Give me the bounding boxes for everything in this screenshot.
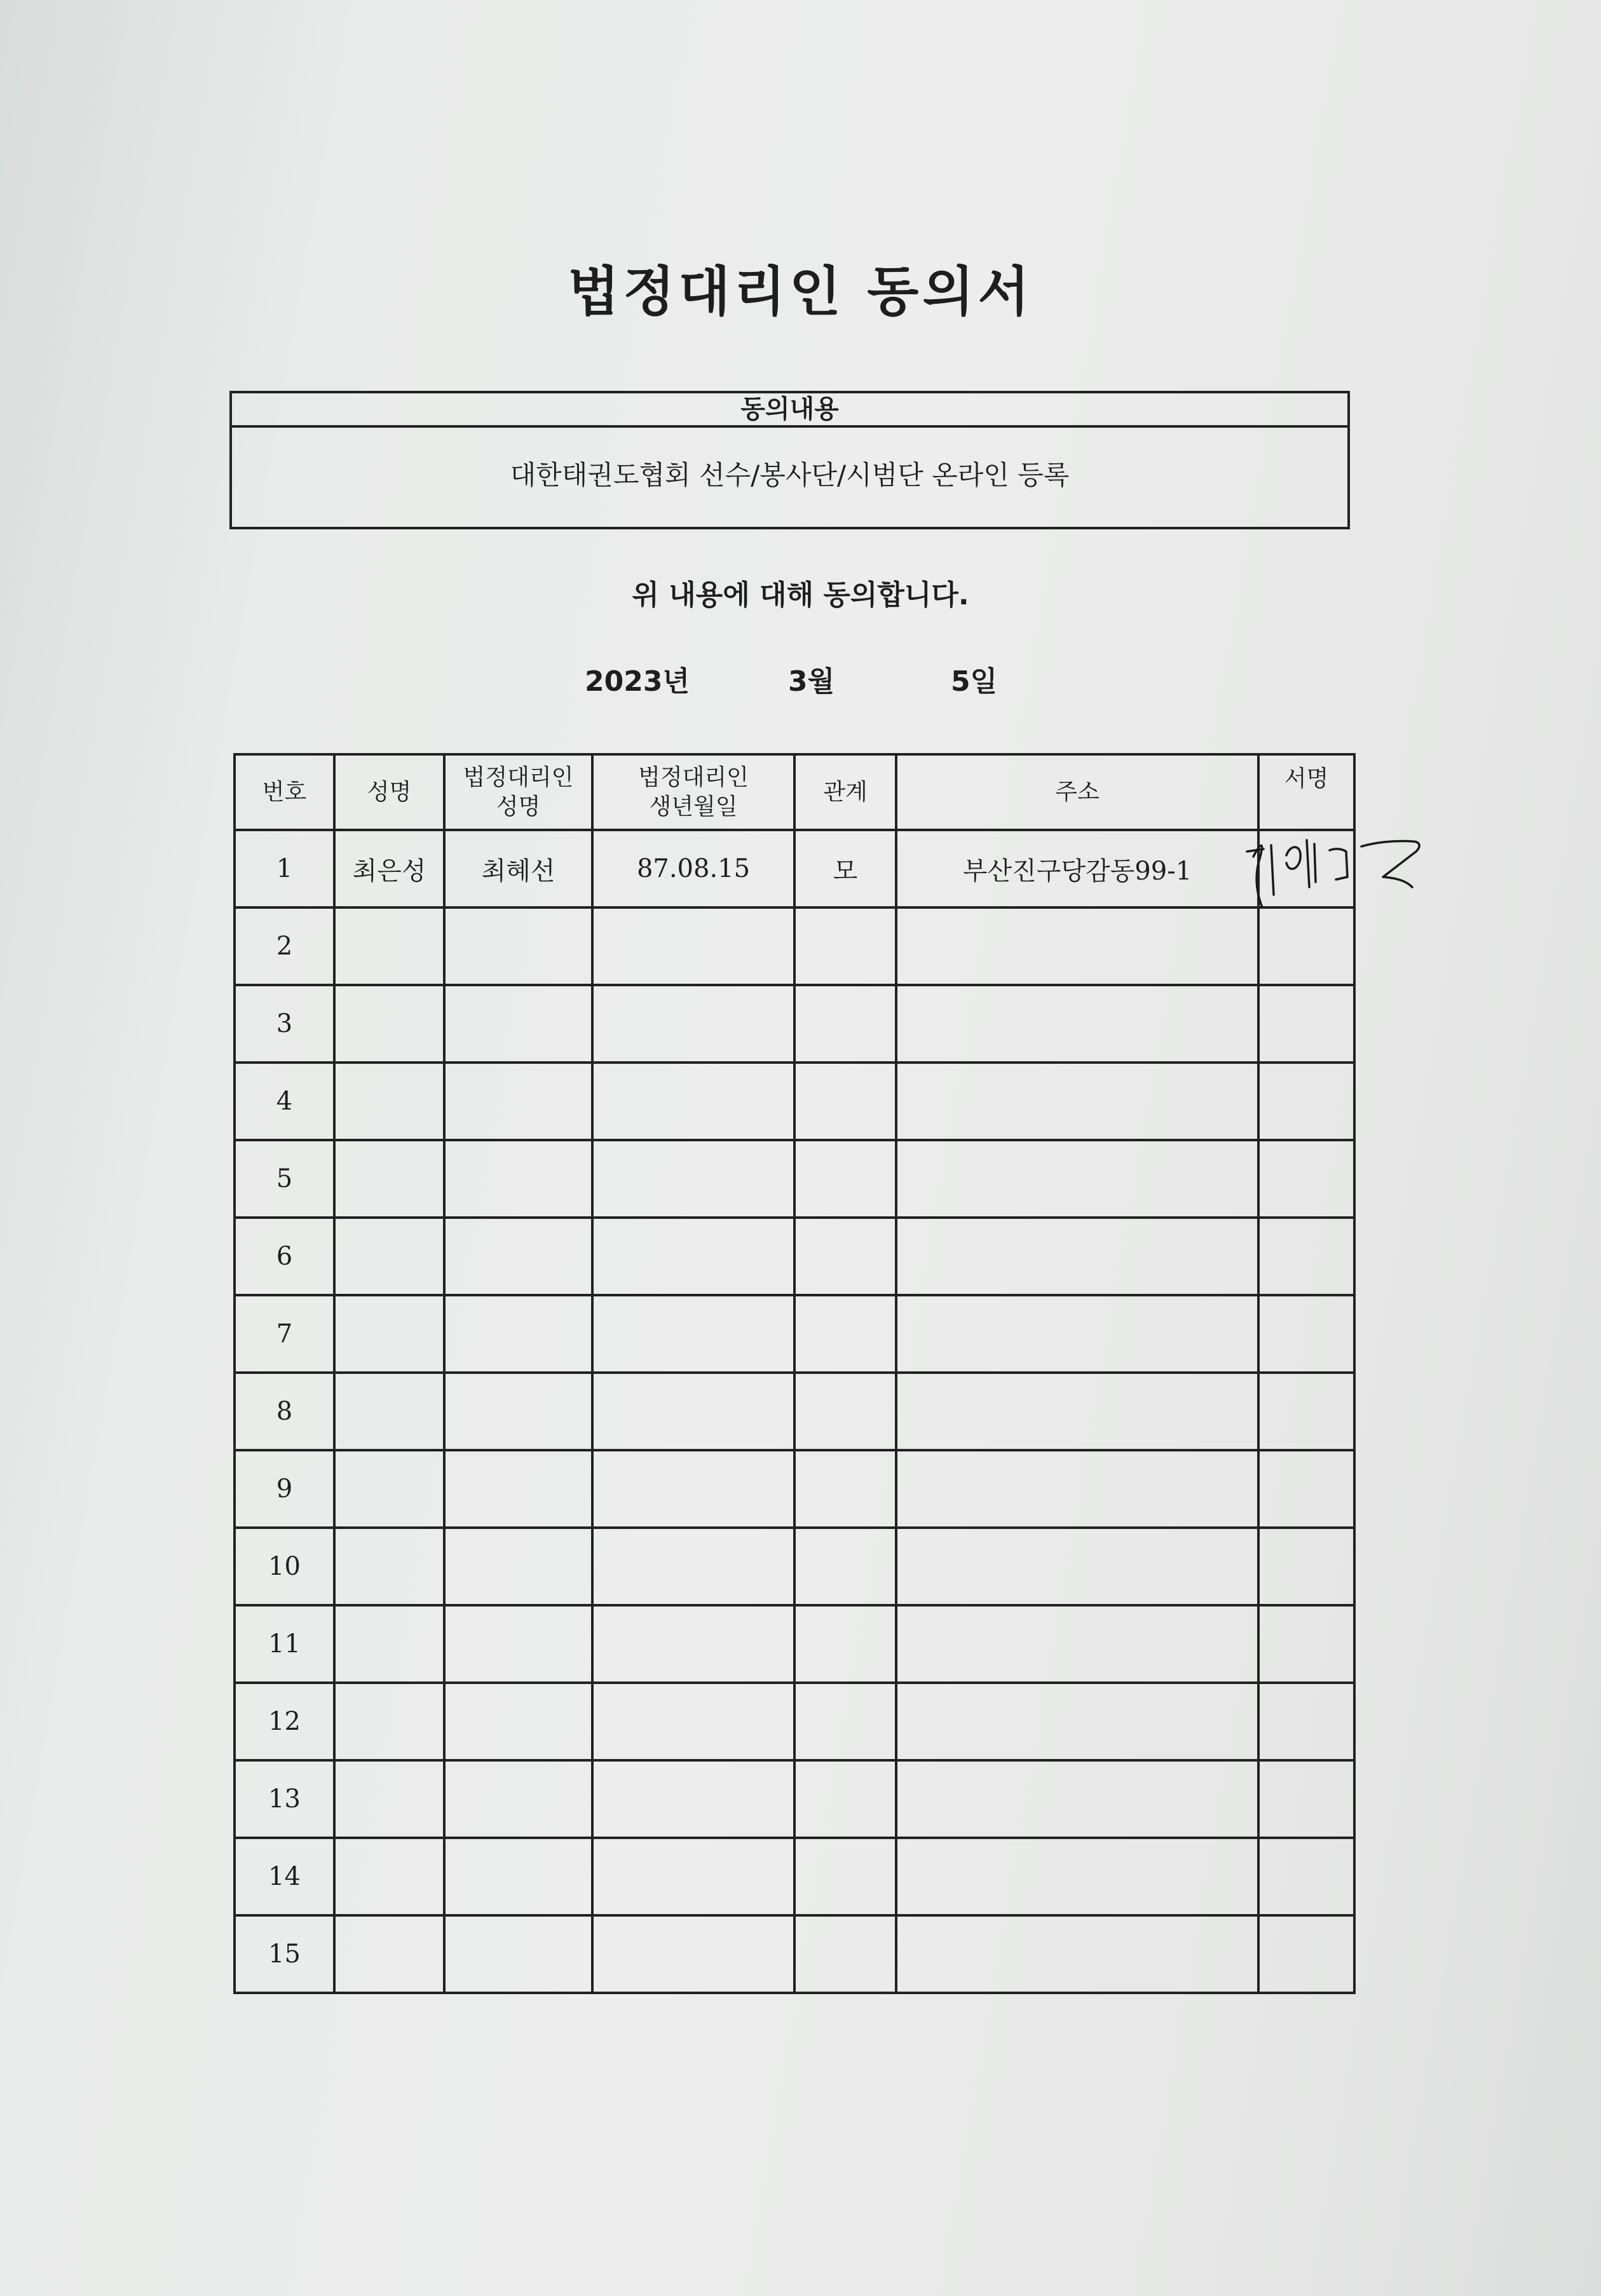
cell-guardian-birth — [592, 1295, 794, 1373]
cell-address — [896, 907, 1258, 985]
cell-guardian-name: 최혜선 — [444, 830, 592, 907]
cell-address — [896, 1760, 1258, 1838]
cell-guardian-birth — [592, 1915, 794, 1993]
cell-guardian-birth — [592, 1683, 794, 1760]
cell-no: 8 — [235, 1373, 334, 1450]
cell-signature — [1258, 1218, 1354, 1295]
table-row — [235, 1218, 1354, 1295]
cell-no: 11 — [235, 1605, 334, 1683]
header-name: 성명 — [334, 754, 444, 830]
cell-name — [334, 1373, 444, 1450]
cell-name — [334, 1218, 444, 1295]
cell-guardian-birth — [592, 985, 794, 1063]
cell-no: 7 — [235, 1295, 334, 1373]
cell-no: 14 — [235, 1838, 334, 1915]
cell-guardian-name — [444, 1838, 592, 1915]
cell-guardian-name — [444, 1605, 592, 1683]
cell-relation — [794, 985, 896, 1063]
date-year: 2023년 — [585, 665, 690, 698]
cell-signature — [1258, 1915, 1354, 1993]
cell-name — [334, 907, 444, 985]
header-guardian-birth — [592, 754, 794, 830]
cell-signature — [1258, 1450, 1354, 1528]
cell-no: 13 — [235, 1760, 334, 1838]
table-header-row — [235, 754, 1354, 830]
cell-name — [334, 1450, 444, 1528]
cell-address — [896, 1915, 1258, 1993]
cell-no: 2 — [235, 907, 334, 985]
table-row — [235, 1063, 1354, 1140]
table-row — [235, 1605, 1354, 1683]
table-row — [235, 1683, 1354, 1760]
cell-address — [896, 1605, 1258, 1683]
table-row — [235, 1915, 1354, 1993]
table-row — [235, 907, 1354, 985]
table-row — [235, 1838, 1354, 1915]
table-row — [235, 1373, 1354, 1450]
cell-signature — [1258, 1295, 1354, 1373]
date-day: 5일 — [951, 665, 998, 698]
cell-name — [334, 1915, 444, 1993]
cell-guardian-name — [444, 1373, 592, 1450]
cell-no: 6 — [235, 1218, 334, 1295]
cell-address — [896, 1838, 1258, 1915]
cell-relation — [794, 1838, 896, 1915]
cell-relation — [794, 1373, 896, 1450]
cell-guardian-name — [444, 1760, 592, 1838]
header-guardian-birth-line1: 법정대리인 — [638, 764, 749, 791]
cell-no: 15 — [235, 1915, 334, 1993]
cell-relation — [794, 1140, 896, 1218]
cell-name — [334, 1140, 444, 1218]
cell-guardian-name — [444, 907, 592, 985]
cell-relation — [794, 1295, 896, 1373]
consent-content: 대한태권도협회 선수/봉사단/시범단 온라인 등록 — [510, 459, 1070, 491]
cell-no: 5 — [235, 1140, 334, 1218]
document-title: 법정대리인 동의서 — [568, 261, 1033, 323]
cell-relation — [794, 1683, 896, 1760]
cell-signature — [1258, 907, 1354, 985]
cell-no: 10 — [235, 1528, 334, 1605]
header-guardian-name-line2: 성명 — [496, 793, 541, 820]
cell-guardian-birth — [592, 1140, 794, 1218]
cell-address — [896, 1450, 1258, 1528]
cell-address — [896, 1063, 1258, 1140]
cell-name: 최은성 — [334, 830, 444, 907]
date-month: 3월 — [788, 665, 835, 698]
cell-guardian-name — [444, 1140, 592, 1218]
cell-signature — [1258, 1373, 1354, 1450]
cell-guardian-name — [444, 1450, 592, 1528]
table-row — [235, 1295, 1354, 1373]
cell-address — [896, 1683, 1258, 1760]
cell-relation — [794, 1063, 896, 1140]
header-relation: 관계 — [794, 754, 896, 830]
cell-signature — [1258, 1838, 1354, 1915]
consent-header: 동의내용 — [232, 393, 1347, 428]
cell-guardian-birth — [592, 1838, 794, 1915]
cell-guardian-birth — [592, 1063, 794, 1140]
header-no: 번호 — [235, 754, 334, 830]
cell-signature — [1258, 1140, 1354, 1218]
cell-guardian-birth — [592, 1605, 794, 1683]
agreement-statement: 위 내용에 대해 동의합니다. — [632, 579, 969, 611]
cell-relation — [794, 1450, 896, 1528]
cell-no: 1 — [235, 830, 334, 907]
cell-signature — [1258, 830, 1354, 907]
cell-signature — [1258, 1063, 1354, 1140]
cell-address: 부산진구당감동99-1 — [896, 830, 1258, 907]
cell-name — [334, 1605, 444, 1683]
cell-name — [334, 1760, 444, 1838]
cell-name — [334, 1528, 444, 1605]
cell-signature — [1258, 1683, 1354, 1760]
header-guardian-birth-line2: 생년월일 — [649, 793, 738, 820]
cell-relation — [794, 1528, 896, 1605]
cell-relation — [794, 1605, 896, 1683]
cell-signature — [1258, 1605, 1354, 1683]
header-address: 주소 — [896, 754, 1258, 830]
table-row — [235, 985, 1354, 1063]
handwritten-signature — [1241, 819, 1431, 907]
cell-guardian-name — [444, 1915, 592, 1993]
header-guardian-name — [444, 754, 592, 830]
table-row — [235, 830, 1354, 907]
cell-guardian-name — [444, 1528, 592, 1605]
cell-no: 4 — [235, 1063, 334, 1140]
cell-name — [334, 1683, 444, 1760]
cell-relation — [794, 1760, 896, 1838]
cell-name — [334, 985, 444, 1063]
header-signature: 서명 — [1258, 754, 1354, 830]
consent-box — [229, 391, 1350, 529]
cell-guardian-name — [444, 1063, 592, 1140]
cell-address — [896, 1140, 1258, 1218]
cell-relation — [794, 1915, 896, 1993]
cell-name — [334, 1838, 444, 1915]
cell-guardian-birth — [592, 1760, 794, 1838]
cell-address — [896, 1373, 1258, 1450]
cell-relation: 모 — [794, 830, 896, 907]
cell-guardian-birth — [592, 1450, 794, 1528]
cell-address — [896, 1528, 1258, 1605]
table-row — [235, 1450, 1354, 1528]
cell-name — [334, 1295, 444, 1373]
cell-guardian-birth — [592, 907, 794, 985]
table-row — [235, 1140, 1354, 1218]
cell-guardian-birth — [592, 1373, 794, 1450]
cell-guardian-birth: 87.08.15 — [592, 830, 794, 907]
cell-guardian-name — [444, 1218, 592, 1295]
cell-name — [334, 1063, 444, 1140]
cell-signature — [1258, 1760, 1354, 1838]
cell-relation — [794, 907, 896, 985]
cell-no: 9 — [235, 1450, 334, 1528]
cell-address — [896, 1295, 1258, 1373]
cell-address — [896, 1218, 1258, 1295]
header-guardian-name-line1: 법정대리인 — [463, 764, 574, 791]
table-row — [235, 1528, 1354, 1605]
cell-guardian-birth — [592, 1528, 794, 1605]
cell-guardian-name — [444, 1683, 592, 1760]
table-row — [235, 1760, 1354, 1838]
cell-guardian-name — [444, 985, 592, 1063]
cell-signature — [1258, 1528, 1354, 1605]
cell-signature — [1258, 985, 1354, 1063]
cell-no: 3 — [235, 985, 334, 1063]
cell-guardian-name — [444, 1295, 592, 1373]
cell-guardian-birth — [592, 1218, 794, 1295]
cell-no: 12 — [235, 1683, 334, 1760]
consent-roster-table — [233, 753, 1356, 1994]
cell-address — [896, 985, 1258, 1063]
cell-relation — [794, 1218, 896, 1295]
